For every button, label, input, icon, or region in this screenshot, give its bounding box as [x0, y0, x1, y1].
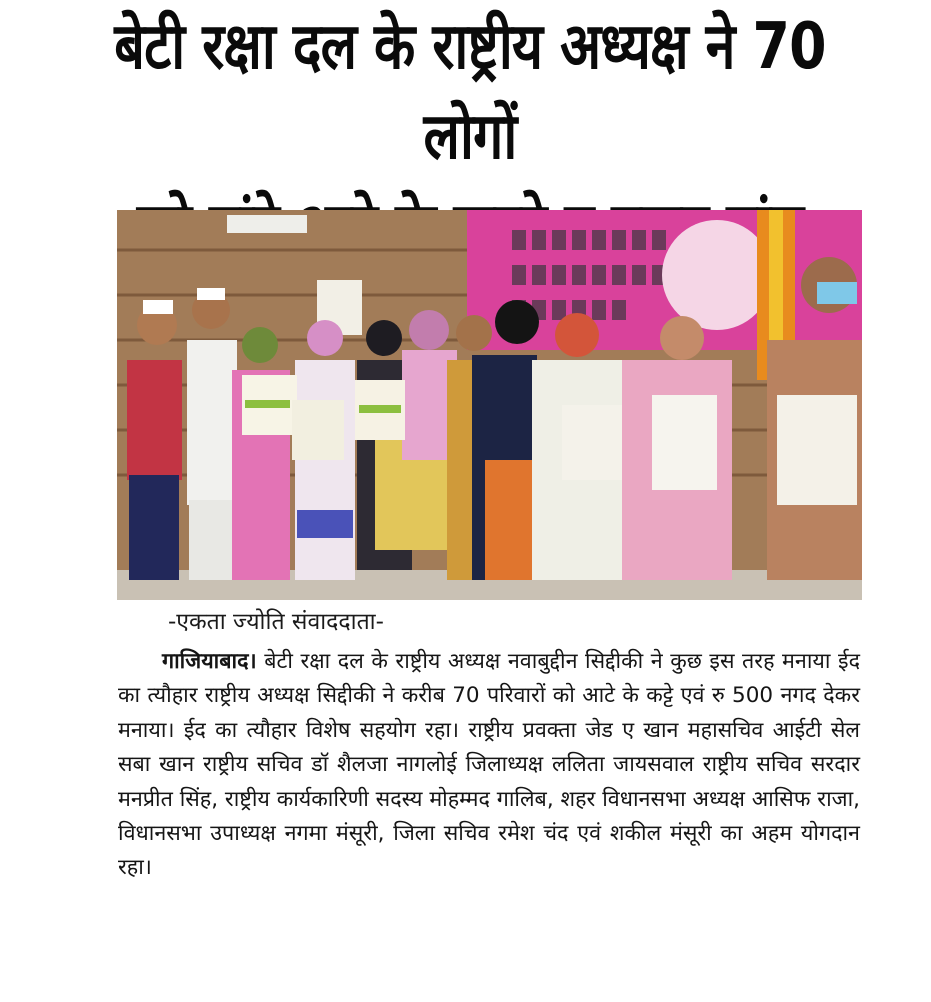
article-body [118, 645, 860, 886]
article-text: बेटी रक्षा दल के राष्ट्रीय अध्यक्ष नवाबुद्दीन सिद्दीकी ने कुछ इस तरह मनाया ईद का त्यौहार राष्ट्रीय अध्यक्ष सिद्दीकी ने करीब 70 परिवारों को आटे के कट्टे एवं रु 500 नगद देकर मनाया। ईद का त्यौहार विशेष सहयोग रहा। राष्ट्रीय प्रवक्ता जेड ए खान महासचिव आईटी सेल सबा खान राष्ट्रीय सचिव डॉ शैलजा नागलोई जिलाध्यक्ष ललिता जायसवाल राष्ट्रीय सचिव सरदार मनप्रीत सिंह, राष्ट्रीय कार्यकारिणी सदस्य मोहम्मद गालिब, शहर विधानसभा अध्यक्ष आसिफ राजा, विधानसभा उपाध्यक्ष नगमा मंसूरी, जिला सचिव रमेश चंद एवं शकील मंसूरी का अहम योगदान रहा। [118, 649, 860, 881]
byline: -एकता ज्योति संवाददाता- [168, 609, 384, 635]
news-photo [117, 210, 862, 600]
news-photo-illustration [117, 210, 862, 600]
dateline: गाजियाबाद। [162, 649, 257, 674]
headline-line-1: बेटी रक्षा दल के राष्ट्रीय अध्यक्ष ने 70 लोगों [114, 10, 826, 174]
